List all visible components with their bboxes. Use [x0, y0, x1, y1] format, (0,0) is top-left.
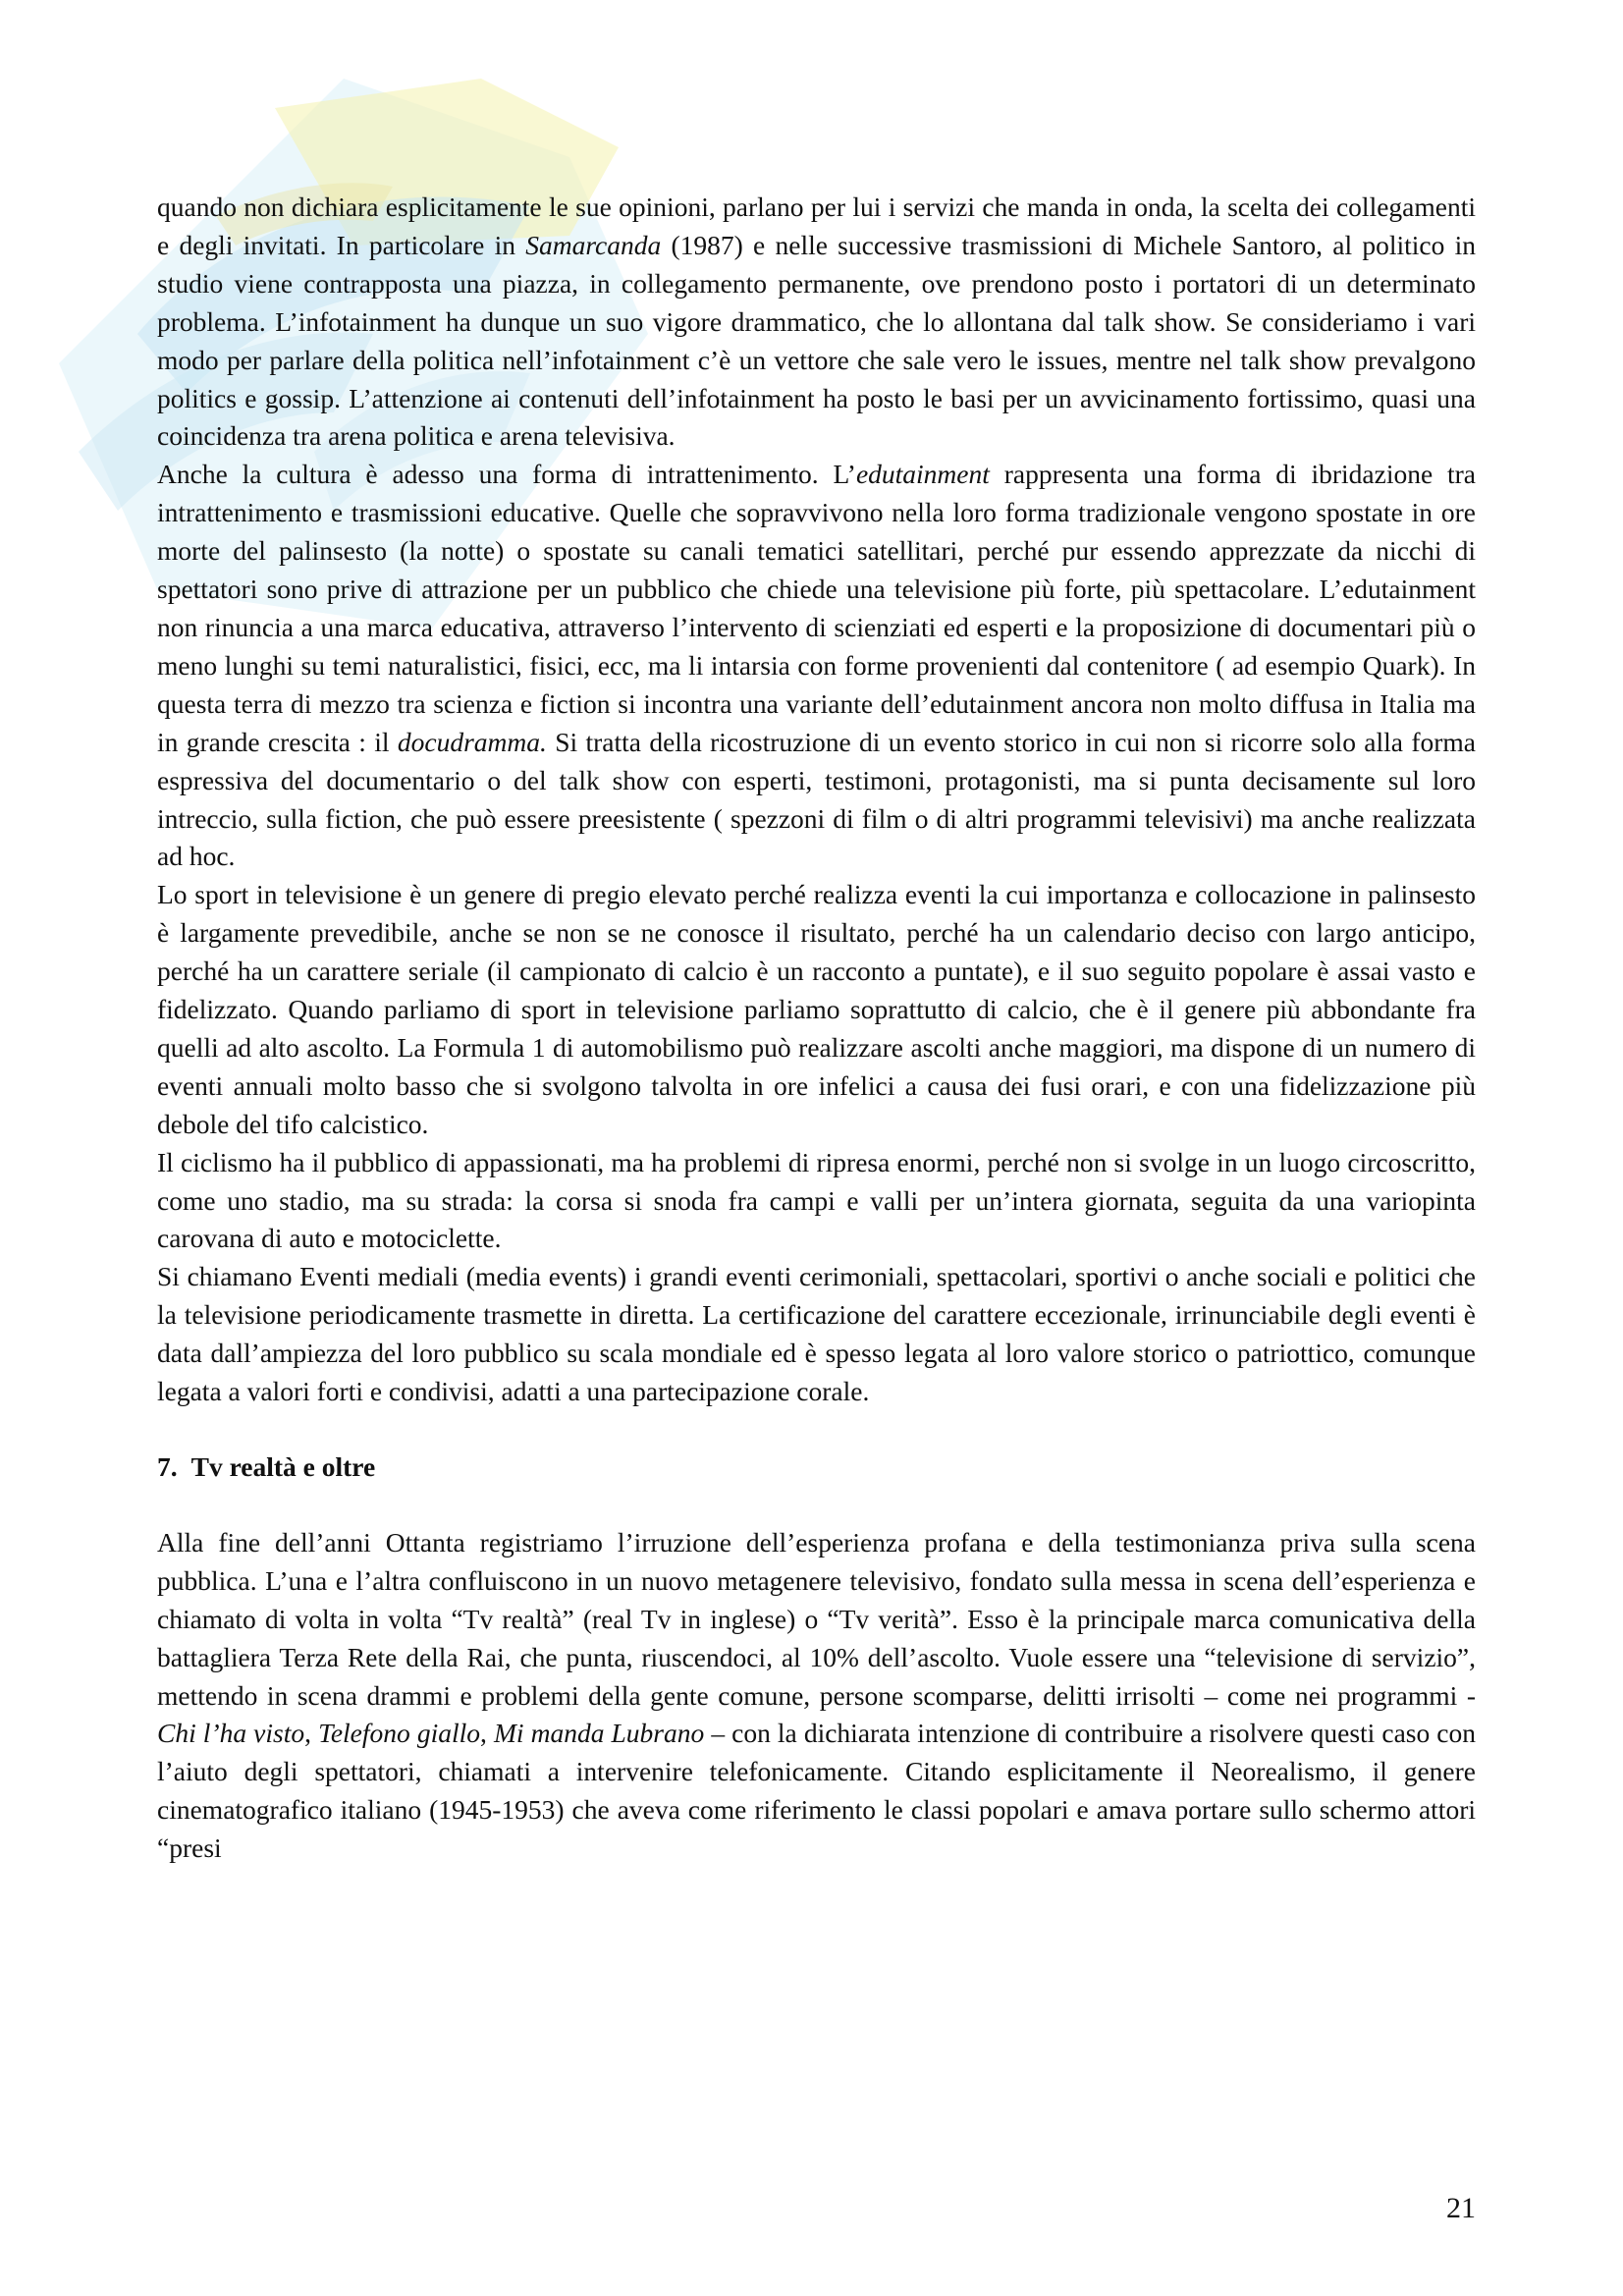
text-run: Si chiamano Eventi mediali (media events) i grandi eventi cerimoniali, spettacolari, sportivi o anche sociali e politici che la televisione periodicamente trasmette in diretta. La certificazione del carattere eccezionale, irrinunciabile degli eventi è data dall’ampiezza del loro pubblico su scala mondiale ed è spesso legata al loro valore storico o patriottico, comunque legata a valori forti e condivisi, adatti a una partecipazione corale.: [157, 1261, 1476, 1407]
section-number: 7.: [157, 1451, 178, 1482]
text-run: (1987) e nelle successive trasmissioni di Michele Santoro, al politico in studio viene contrapposta una piazza, in collegamento permanente, ove prendono posto i portatori di un determinato problema. L’infotainment ha dunque un suo vigore drammatico, che lo allontana dal talk show. Se consideriamo i vari modo per parlare della politica nell’infotainment c’è un vettore che sale vero le issues, mentre nel talk show prevalgono politics e gossip. L’attenzione ai contenuti dell’infotainment ha posto le basi per un avvicinamento fortissimo, quasi una coincidenza tra arena politica e arena televisiva.: [157, 229, 1476, 452]
text-run: Anche la cultura è adesso una forma di intrattenimento. L’: [157, 459, 856, 490]
text-run: Lo sport in televisione è un genere di pregio elevato perché realizza eventi la cui importanza e collocazione in palinsesto è largamente prevedibile, anche se non se ne conosce il risultato, perché ha un calendario deciso con largo anticipo, perché ha un carattere seriale (il campionato di calcio è un racconto a puntate), e il suo seguito popolare è assai vasto e fidelizzato. Quando parliamo di sport in televisione parliamo soprattutto di calcio, che è il genere più abbondante fra quelli ad alto ascolto. La Formula 1 di automobilismo può realizzare ascolti anche maggiori, ma dispone di un numero di eventi annuali molto basso che si svolgono talvolta in ore infelici a causa dei fusi orari, e con una fidelizzazione più debole del tifo calcistico.: [157, 879, 1476, 1139]
italic-text: Mi manda Lubrano: [493, 1718, 705, 1749]
italic-text: Samarcanda: [525, 229, 662, 260]
paragraph: [157, 1258, 1476, 1411]
paragraph: [157, 1524, 1476, 1868]
italic-text: docudramma.: [397, 726, 547, 757]
italic-text: edutainment: [855, 459, 990, 490]
paragraph: [157, 1144, 1476, 1259]
text-run: – con la dichiarata intenzione di contribuire a risolvere questi caso con l’aiuto degli spettatori, chiamati a intervenire telefonicamente. Citando esplicitamente il Neorealismo, il genere cinematografico italiano (1945-1953) che aveva come riferimento le classi popolari e amava portare sullo schermo attori “presi: [157, 1718, 1477, 1864]
paragraph: [157, 189, 1476, 456]
text-run: Il ciclismo ha il pubblico di appassionati, ma ha problemi di ripresa enormi, perché non si svolge in un luogo circoscritto, come uno stadio, ma su strada: la corsa si snoda fra campi e valli per un’intera giornata, seguita da una variopinta carovana di auto e motociclette.: [157, 1146, 1476, 1254]
section-title: Tv realtà e oltre: [190, 1451, 376, 1482]
text-run: ,: [304, 1718, 319, 1749]
text-run: Si tratta della ricostruzione di un evento storico in cui non si ricorre solo alla forma espressiva del documentario o del talk show con esperti, testimoni, protagonisti, ma si punta decisamente sul loro intreccio, sulla fiction, che può essere preesistente ( spezzoni di film o di altri programmi televisivi) ma anche realizzata ad hoc.: [157, 726, 1476, 872]
paragraphs-after-heading: [157, 1524, 1476, 1868]
italic-text: Chi l’ha visto: [157, 1718, 305, 1749]
paragraphs-before-heading: [157, 189, 1476, 1411]
page-number: 21: [1446, 2192, 1476, 2224]
text-run: ,: [480, 1718, 494, 1749]
paragraph: [157, 456, 1476, 876]
text-run: quando non dichiara esplicitamente le sue opinioni, parlano per lui i servizi che manda in onda, la scelta dei collegamenti e degli invitati. In particolare in: [157, 191, 1476, 260]
text-run: Alla fine dell’anni Ottanta registriamo l’irruzione dell’esperienza profana e della testimonianza priva sulla scena pubblica. L’una e l’altra confluiscono in un nuovo metagenere televisivo, fondato sulla messa in scena dell’esperienza e chiamato di volta in volta “Tv realtà” (real Tv in inglese) o “Tv verità”. Esso è la principale marca comunicativa della battagliera Terza Rete della Rai, che punta, riuscendoci, al 10% dell’ascolto. Vuole essere una “televisione di servizio”, mettendo in scena drammi e problemi della gente comune, persone scomparse, delitti irrisolti – come nei programmi -: [157, 1526, 1476, 1711]
text-run: rappresenta una forma di ibridazione tra intrattenimento e trasmissioni educative. Quelle che sopravvivono nella loro forma tradizionale vengono spostate in ore morte del palinsesto (la notte) o spostate su canali tematici satellitari, perché pur essendo apprezzate da nicchi di spettatori sono prive di attrazione per un pubblico che chiede una televisione più forte, più spettacolare. L’edutainment non rinuncia a una marca educativa, attraverso l’intervento di scienziati ed esperti e la proposizione di documentari più o meno lunghi su temi naturalistici, fisici, ecc, ma li intarsia con forme provenienti dal contenitore ( ad esempio Quark). In questa terra di mezzo tra scienza e fiction si incontra una variante dell’edutainment ancora non molto diffusa in Italia ma in grande crescita : il: [157, 459, 1476, 757]
italic-text: Telefono giallo: [318, 1718, 481, 1749]
document-page: [157, 189, 1476, 1868]
section-heading: [157, 1449, 1476, 1487]
paragraph: [157, 876, 1476, 1143]
